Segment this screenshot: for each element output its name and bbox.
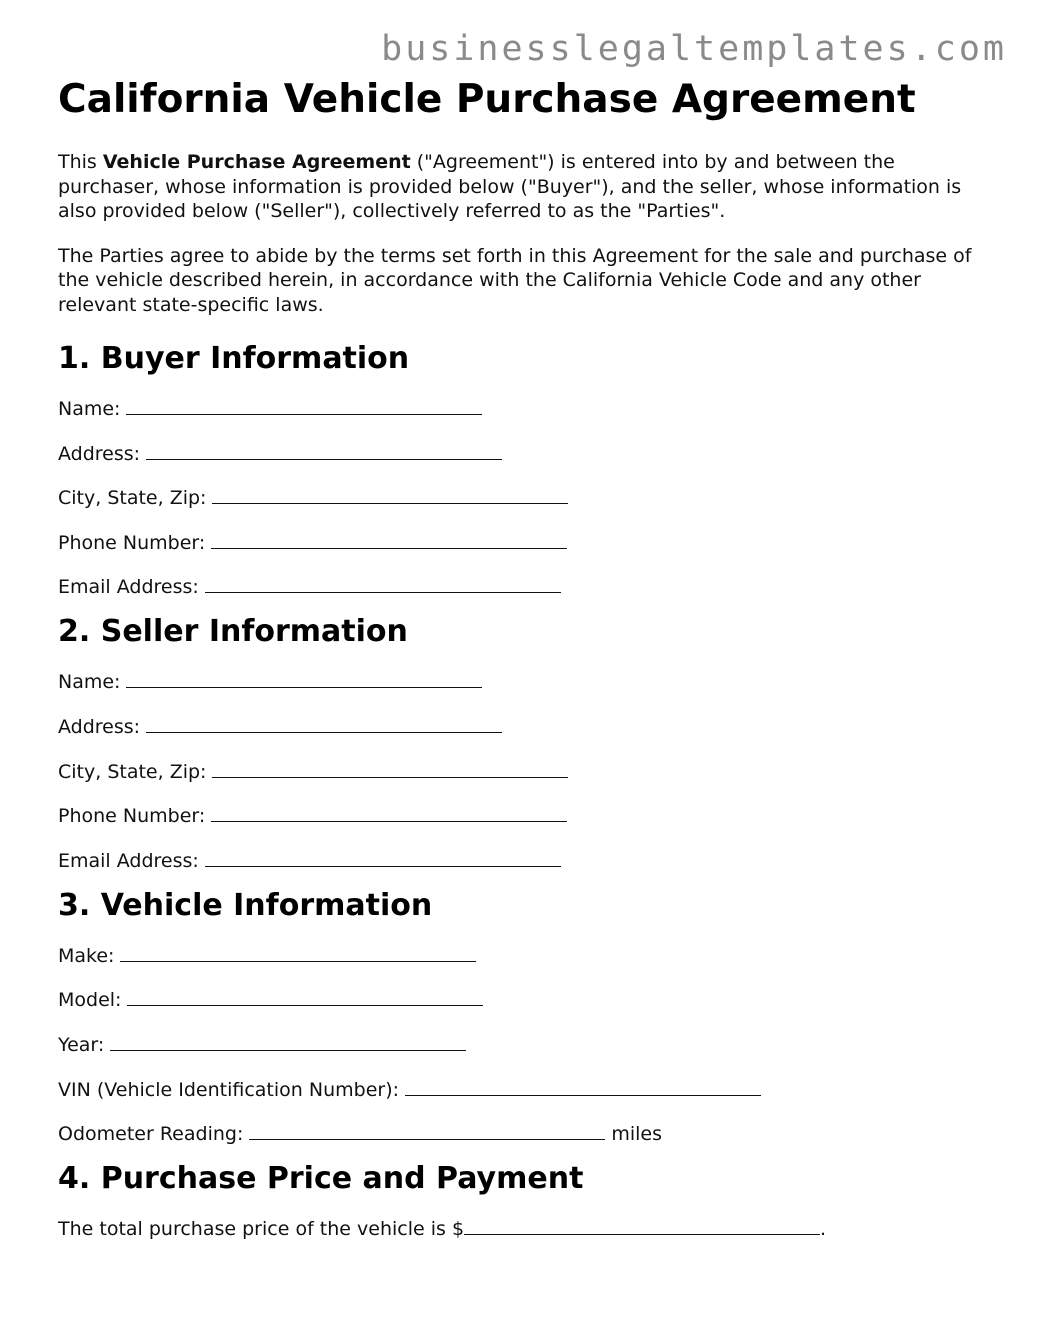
- field-label: Year:: [58, 1033, 105, 1056]
- vehicle-fields: [58, 943, 988, 1145]
- vehicle-year-blank[interactable]: [110, 1032, 466, 1051]
- field-label: Address:: [58, 715, 141, 738]
- buyer-phone-field: [58, 530, 988, 554]
- payment-fields: [58, 1216, 988, 1240]
- buyer-city-state-zip-blank[interactable]: [212, 485, 568, 504]
- vehicle-vin-blank[interactable]: [405, 1077, 761, 1096]
- document-page: [58, 76, 988, 1240]
- seller-phone-field: [58, 803, 988, 827]
- vehicle-section-heading: 3. Vehicle Information: [58, 887, 433, 923]
- price-period: .: [820, 1218, 827, 1241]
- buyer-phone-blank[interactable]: [211, 530, 567, 549]
- document-title: California Vehicle Purchase Agreement: [58, 77, 916, 122]
- odometer-unit: miles: [611, 1123, 663, 1146]
- field-label: Phone Number:: [58, 531, 206, 554]
- buyer-fields: [58, 396, 988, 598]
- field-label: Email Address:: [58, 849, 199, 872]
- seller-city-state-zip-field: [58, 759, 988, 783]
- seller-address-field: [58, 714, 988, 738]
- buyer-city-state-zip-field: [58, 485, 988, 509]
- buyer-name-field: [58, 396, 988, 420]
- vehicle-model-field: [58, 987, 988, 1011]
- buyer-name-blank[interactable]: [126, 396, 482, 415]
- buyer-section-heading: 1. Buyer Information: [58, 341, 410, 376]
- payment-section-heading: 4. Purchase Price and Payment: [58, 1161, 584, 1197]
- seller-city-state-zip-blank[interactable]: [212, 759, 568, 778]
- seller-name-blank[interactable]: [126, 669, 482, 688]
- vehicle-odometer-blank[interactable]: [249, 1121, 605, 1140]
- vehicle-make-blank[interactable]: [120, 943, 476, 962]
- vehicle-make-field: [58, 943, 988, 967]
- field-label: Model:: [58, 989, 122, 1012]
- field-label: Address:: [58, 442, 141, 465]
- seller-name-field: [58, 669, 988, 693]
- field-label: Phone Number:: [58, 805, 206, 828]
- field-label: Name:: [58, 671, 121, 694]
- seller-phone-blank[interactable]: [211, 803, 567, 822]
- field-label: City, State, Zip:: [58, 487, 207, 510]
- field-label: City, State, Zip:: [58, 760, 207, 783]
- buyer-address-field: [58, 441, 988, 465]
- vehicle-vin-field: [58, 1077, 988, 1101]
- vehicle-year-field: [58, 1032, 988, 1056]
- watermark: businesslegaltemplates.com: [381, 29, 1007, 69]
- purchase-price-blank[interactable]: [464, 1216, 820, 1235]
- vehicle-odometer-field: [58, 1121, 988, 1145]
- purchase-price-field: [58, 1216, 988, 1240]
- terms-paragraph: The Parties agree to abide by the terms set forth in this Agreement for the sale and purchase of the vehicle described herein, in accordance with the California Vehicle Code and any other relevant state-specific laws.: [58, 244, 972, 316]
- seller-fields: [58, 669, 988, 871]
- field-label: Name:: [58, 398, 121, 420]
- seller-email-field: [58, 848, 988, 872]
- buyer-email-field: [58, 574, 988, 598]
- buyer-email-blank[interactable]: [205, 574, 561, 593]
- field-label: Make:: [58, 944, 115, 967]
- field-label: The total purchase price of the vehicle is $: [58, 1218, 465, 1241]
- intro-text-start: This: [58, 151, 103, 173]
- field-label: Odometer Reading:: [58, 1123, 244, 1146]
- vehicle-model-blank[interactable]: [127, 987, 483, 1006]
- seller-section-heading: 2. Seller Information: [58, 614, 408, 650]
- intro-bold-term: Vehicle Purchase Agreement: [102, 151, 411, 173]
- seller-address-blank[interactable]: [146, 714, 502, 733]
- field-label: Email Address:: [58, 576, 199, 599]
- seller-email-blank[interactable]: [205, 848, 561, 867]
- buyer-address-blank[interactable]: [146, 441, 502, 460]
- field-label: VIN (Vehicle Identification Number):: [58, 1078, 400, 1101]
- intro-paragraph: [58, 150, 988, 224]
- intro-text-end: ("Agreement") is entered into by and between the purchaser, whose information is provided below ("Buyer"), and the seller, whose information is also provided below ("Seller"), collectively referred to as the "Parties".: [58, 151, 962, 222]
